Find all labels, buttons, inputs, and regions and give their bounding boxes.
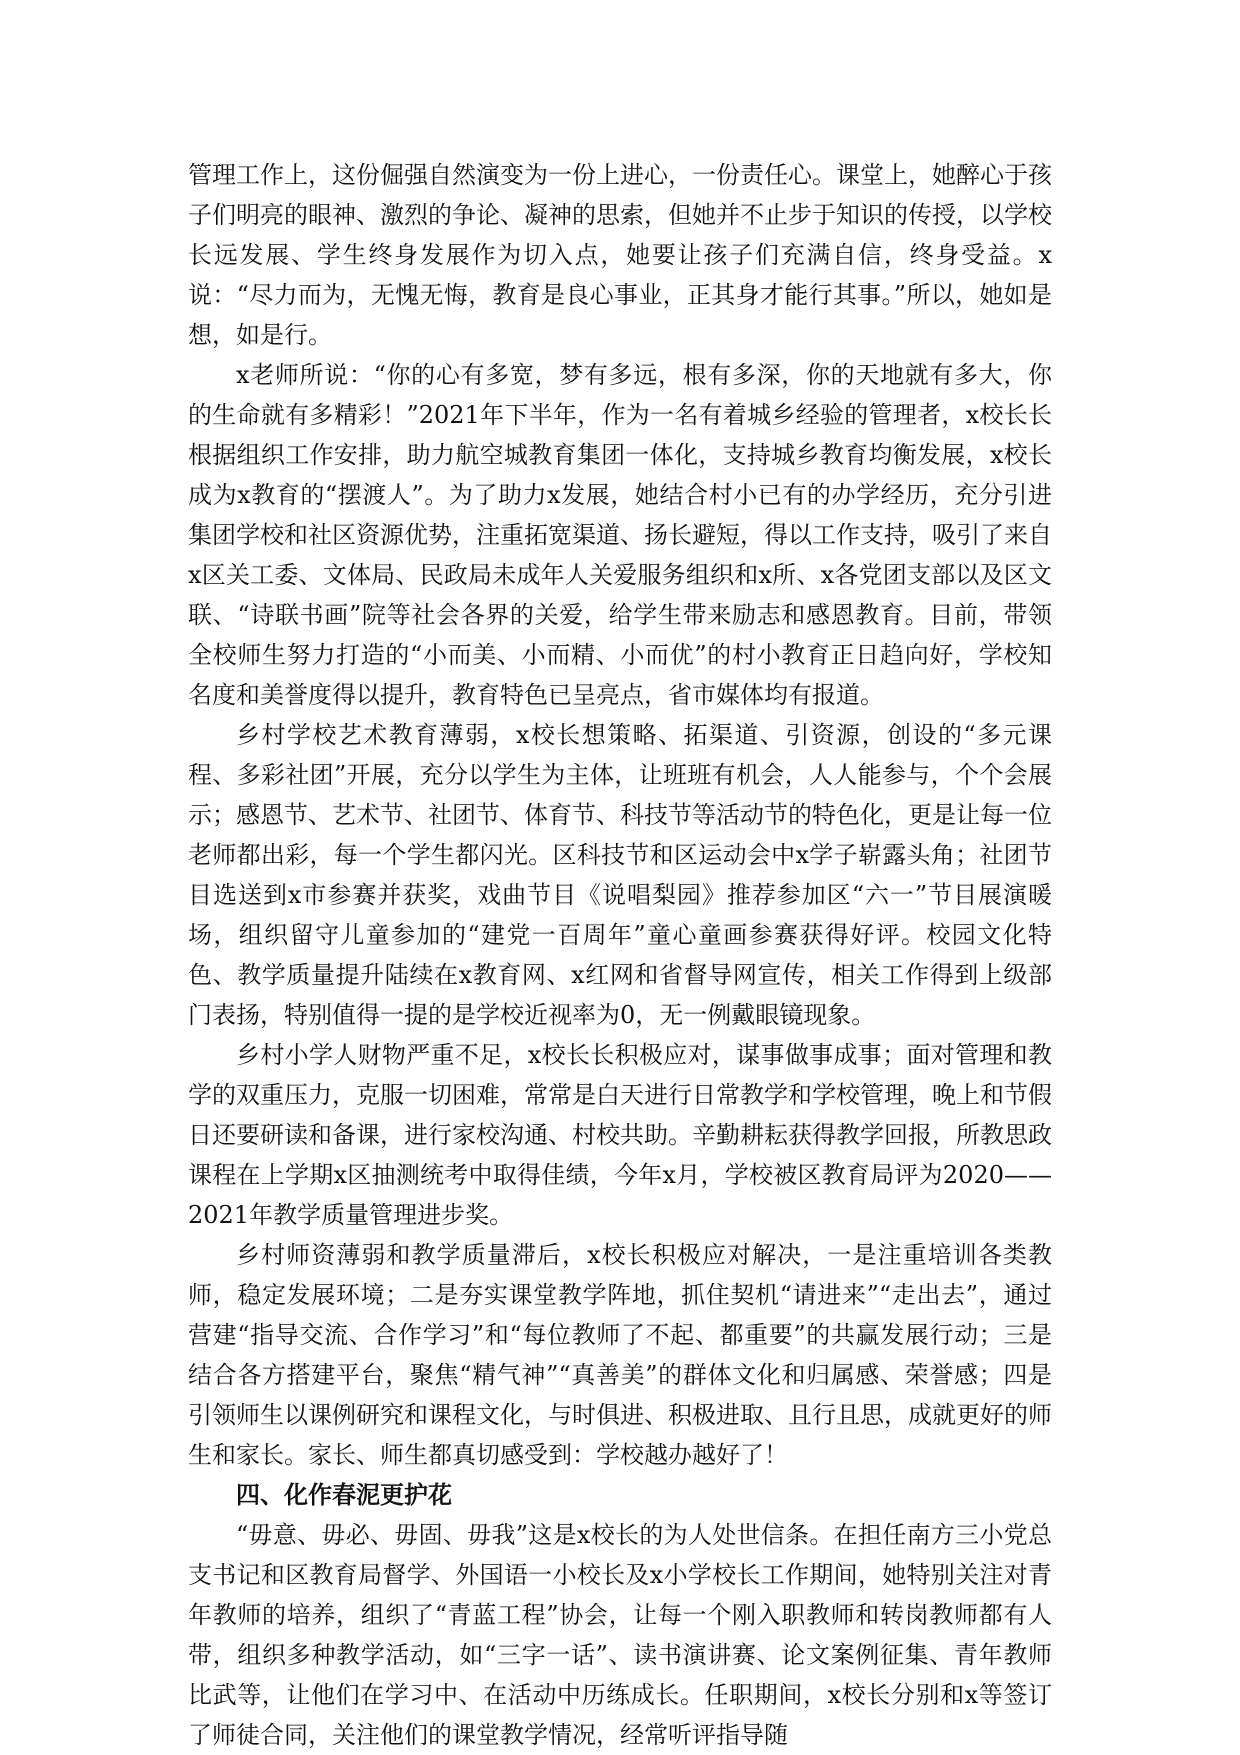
document-page <box>188 155 1052 1755</box>
paragraph-5: 乡村师资薄弱和教学质量滞后，x校长积极应对解决，一是注重培训各类教师，稳定发展环境；二是夯实课堂教学阵地，抓住契机“请进来”“走出去”，通过营建“指导交流、合作学习”和“每位教师了不起、都重要”的共赢发展行动；三是结合各方搭建平台，聚焦“精气神”“真善美”的群体文化和归属感、荣誉感；四是引领师生以课例研究和课程文化，与时俱进、积极进取、且行且思，成就更好的师生和家长。家长、师生都真切感受到：学校越办越好了！ <box>188 1241 1052 1469</box>
paragraph-2: x老师所说：“你的心有多宽，梦有多远，根有多深，你的天地就有多大，你的生命就有多精彩！”2021年下半年，作为一名有着城乡经验的管理者，x校长长根据组织工作安排，助力航空城教育集团一体化，支持城乡教育均衡发展，x校长成为x教育的“摆渡人”。为了助力x发展，她结合村小已有的办学经历，充分引进集团学校和社区资源优势，注重拓宽渠道、扬长避短，得以工作支持，吸引了来自x区关工委、文体局、民政局未成年人关爱服务组织和x所、x各党团支部以及区文联、“诗联书画”院等社会各界的关爱，给学生带来励志和感恩教育。目前，带领全校师生努力打造的“小而美、小而精、小而优”的村小教育正日趋向好，学校知名度和美誉度得以提升，教育特色已呈亮点，省市媒体均有报道。 <box>188 361 1052 709</box>
paragraph-4: 乡村小学人财物严重不足，x校长长积极应对，谋事做事成事；面对管理和教学的双重压力，克服一切困难，常常是白天进行日常教学和学校管理，晚上和节假日还要研读和备课，进行家校沟通、村校共助。辛勤耕耘获得教学回报，所教思政课程在上学期x区抽测统考中取得佳绩，今年x月，学校被区教育局评为2020——2021年教学质量管理进步奖。 <box>188 1041 1052 1229</box>
paragraph-3: 乡村学校艺术教育薄弱，x校长想策略、拓渠道、引资源，创设的“多元课程、多彩社团”开展，充分以学生为主体，让班班有机会，人人能参与，个个会展示；感恩节、艺术节、社团节、体育节、科技节等活动节的特色化，更是让每一位老师都出彩，每一个学生都闪光。区科技节和区运动会中x学子崭露头角；社团节目选送到x市参赛并获奖，戏曲节目《说唱梨园》推荐参加区“六一”节目展演暖场，组织留守儿童参加的“建党一百周年”童心童画参赛获得好评。校园文化特色、教学质量提升陆续在x教育网、x红网和省督导网宣传，相关工作得到上级部门表扬，特别值得一提的是学校近视率为0，无一例戴眼镜现象。 <box>188 721 1052 1029</box>
section-heading: 四、化作春泥更护花 <box>236 1481 452 1509</box>
paragraph-1: 管理工作上，这份倔强自然演变为一份上进心，一份责任心。课堂上，她醉心于孩子们明亮的眼神、激烈的争论、凝神的思索，但她并不止步于知识的传授，以学校长远发展、学生终身发展作为切入点，她要让孩子们充满自信，终身受益。x说：“尽力而为，无愧无悔，教育是良心事业，正其身才能行其事。”所以，她如是想，如是行。 <box>188 161 1052 349</box>
paragraph-6: “毋意、毋必、毋固、毋我”这是x校长的为人处世信条。在担任南方三小党总支书记和区教育局督学、外国语一小校长及x小学校长工作期间，她特别关注对青年教师的培养，组织了“青蓝工程”协会，让每一个刚入职教师和转岗教师都有人带，组织多种教学活动，如“三字一话”、读书演讲赛、论文案例征集、青年教师比武等，让他们在学习中、在活动中历练成长。任职期间，x校长分别和x等签订了师徒合同，关注他们的课堂教学情况，经常听评指导随 <box>188 1521 1052 1749</box>
